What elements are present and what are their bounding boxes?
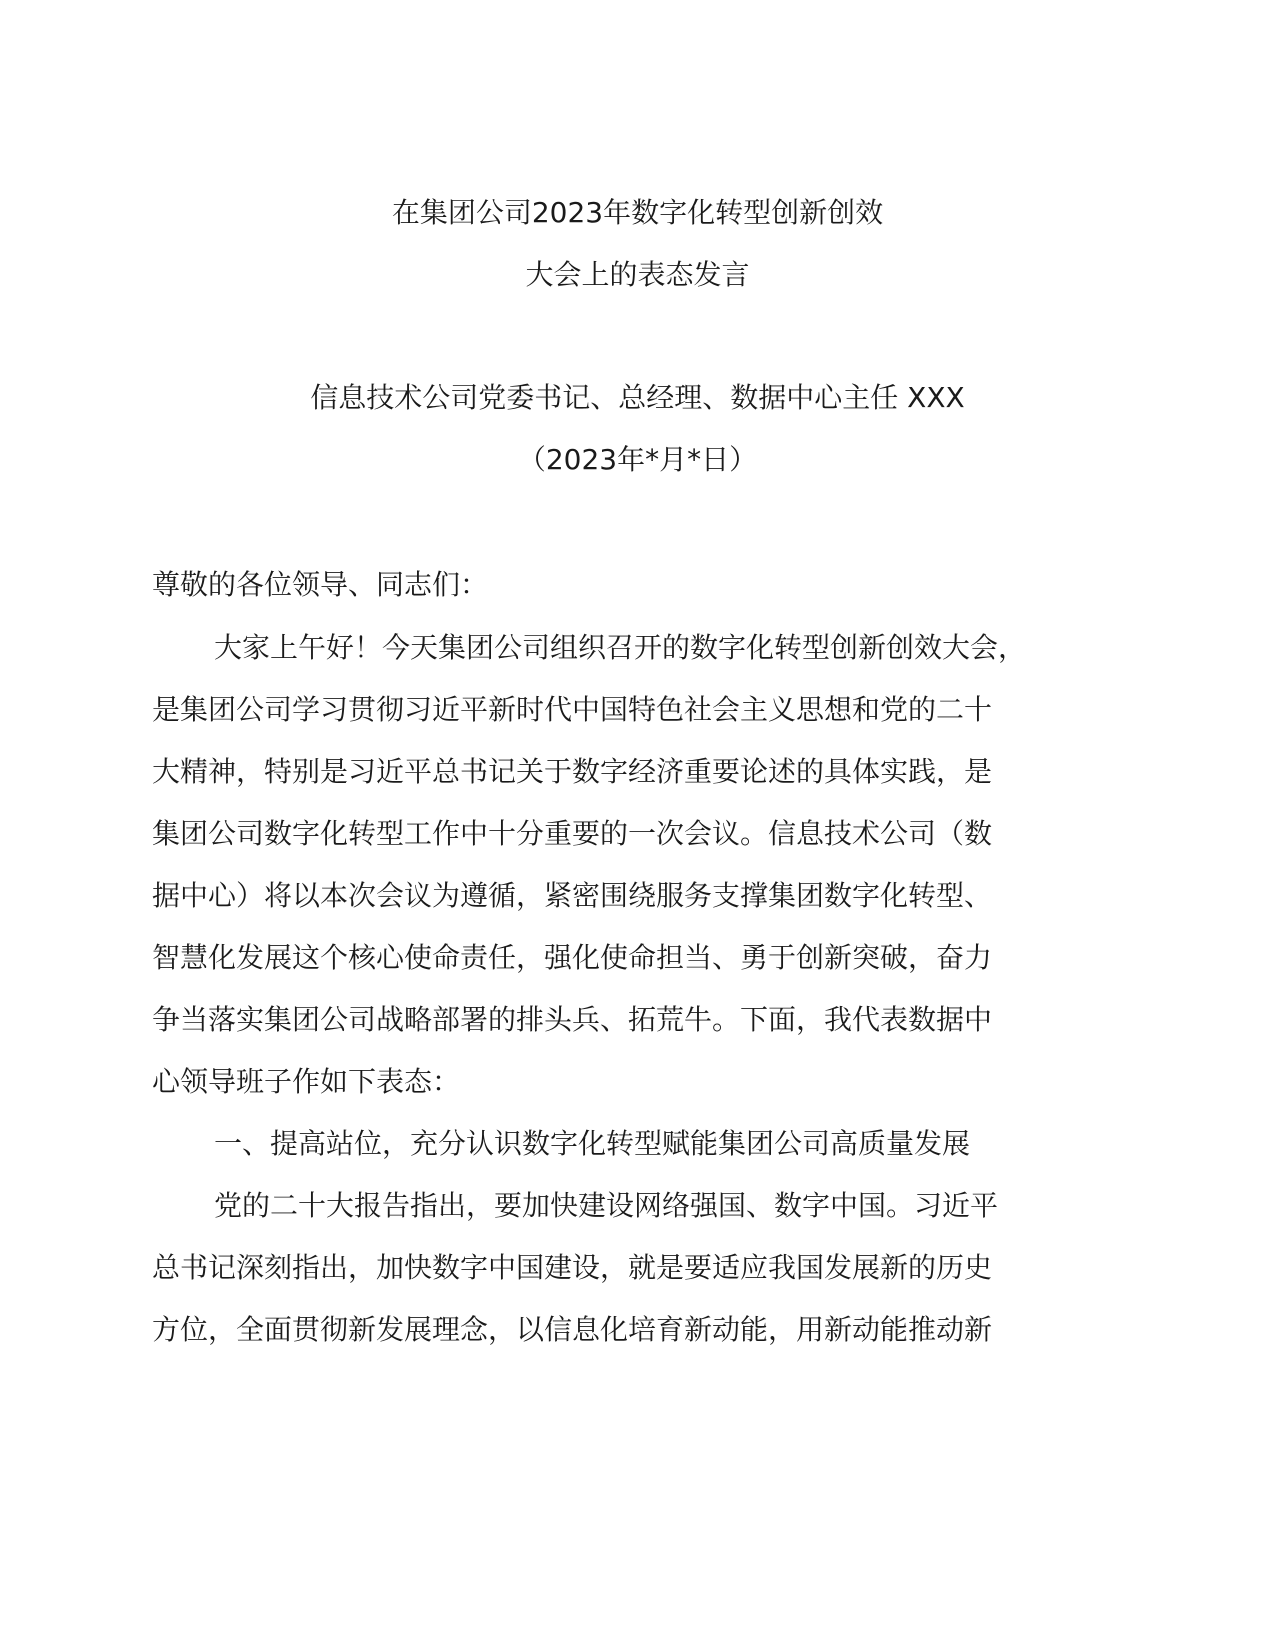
paragraph-line: 智慧化发展这个核心使命责任，强化使命担当、勇于创新突破，奋力 [152, 941, 993, 974]
paragraph-line: 争当落实集团公司战略部署的排头兵、拓荒牛。下面，我代表数据中 [152, 1003, 993, 1036]
paragraph-line: 集团公司数字化转型工作中十分重要的一次会议。信息技术公司（数 [152, 817, 993, 850]
paragraph-line: 党的二十大报告指出，要加快建设网络强国、数字中国。习近平 [214, 1189, 999, 1222]
section-heading: 一、提高站位，充分认识数字化转型赋能集团公司高质量发展 [214, 1127, 971, 1160]
title-line-2: 大会上的表态发言 [525, 258, 750, 291]
author-line: 信息技术公司党委书记、总经理、数据中心主任 XXX [310, 381, 965, 414]
paragraph-line: 大精神，特别是习近平总书记关于数字经济重要论述的具体实践，是 [152, 755, 993, 788]
paragraph-line: 是集团公司学习贯彻习近平新时代中国特色社会主义思想和党的二十 [152, 693, 993, 726]
paragraph-line: 大家上午好！今天集团公司组织召开的数字化转型创新创效大会， [214, 631, 1027, 664]
salutation: 尊敬的各位领导、同志们： [152, 568, 489, 601]
title-line-1: 在集团公司2023年数字化转型创新创效 [391, 196, 884, 229]
paragraph-line: 总书记深刻指出，加快数字中国建设，就是要适应我国发展新的历史 [152, 1251, 993, 1284]
paragraph-line: 心领导班子作如下表态： [152, 1065, 461, 1098]
date-line: （2023年*月*日） [517, 443, 758, 476]
paragraph-line: 方位，全面贯彻新发展理念，以信息化培育新动能，用新动能推动新 [152, 1313, 993, 1346]
paragraph-line: 据中心）将以本次会议为遵循，紧密围绕服务支撑集团数字化转型、 [152, 879, 993, 912]
